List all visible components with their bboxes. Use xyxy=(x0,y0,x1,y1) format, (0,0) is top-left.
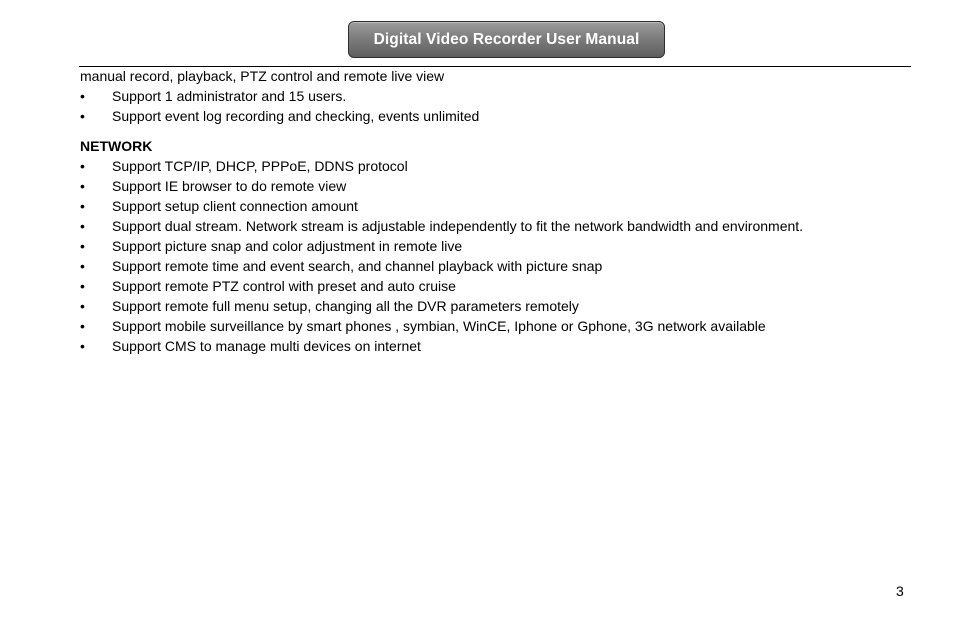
bullet-icon: • xyxy=(80,318,85,334)
list-item xyxy=(80,216,910,236)
bullet-icon: • xyxy=(80,218,85,234)
list-item-text: Support dual stream. Network stream is adjustable independently to fit the network bandwidth and environment. xyxy=(112,218,804,234)
list-item xyxy=(80,316,910,336)
bullet-icon: • xyxy=(80,88,85,104)
list-item-text: Support remote full menu setup, changing all the DVR parameters remotely xyxy=(112,298,579,314)
list-item-text: Support mobile surveillance by smart phones , symbian, WinCE, Iphone or Gphone, 3G network available xyxy=(112,318,766,334)
list-item-text: Support remote PTZ control with preset and auto cruise xyxy=(112,278,456,294)
list-item-text: Support setup client connection amount xyxy=(112,198,358,214)
bullet-icon: • xyxy=(80,338,85,354)
list-item xyxy=(80,196,910,216)
list-item xyxy=(80,276,910,296)
list-item-text: Support 1 administrator and 15 users. xyxy=(112,88,347,104)
network-features-list xyxy=(80,156,910,356)
list-item xyxy=(80,236,910,256)
list-item-text: Support picture snap and color adjustment in remote live xyxy=(112,238,463,254)
list-item-text: Support IE browser to do remote view xyxy=(112,178,347,194)
list-item xyxy=(80,336,910,356)
page-number: 3 xyxy=(896,583,904,599)
list-item xyxy=(80,156,910,176)
bullet-icon: • xyxy=(80,258,85,274)
list-item xyxy=(80,256,910,276)
bullet-icon: • xyxy=(80,198,85,214)
list-item xyxy=(80,86,910,106)
list-item-text: Support TCP/IP, DHCP, PPPoE, DDNS protocol xyxy=(112,158,408,174)
manual-title: Digital Video Recorder User Manual xyxy=(373,30,640,48)
manual-title-badge xyxy=(348,21,665,58)
bullet-icon: • xyxy=(80,178,85,194)
bullet-icon: • xyxy=(80,238,85,254)
continuation-text: manual record, playback, PTZ control and remote live view xyxy=(80,68,445,84)
list-item-text: Support event log recording and checking, events unlimited xyxy=(112,108,480,124)
list-item xyxy=(80,296,910,316)
page-content xyxy=(80,66,910,356)
list-item-text: Support remote time and event search, and channel playback with picture snap xyxy=(112,258,603,274)
list-item-text: Support CMS to manage multi devices on internet xyxy=(112,338,421,354)
bullet-icon: • xyxy=(80,108,85,124)
bullet-icon: • xyxy=(80,278,85,294)
user-features-list xyxy=(80,86,910,126)
bullet-icon: • xyxy=(80,298,85,314)
list-item xyxy=(80,176,910,196)
bullet-icon: • xyxy=(80,158,85,174)
section-heading-network: NETWORK xyxy=(80,138,153,154)
list-item xyxy=(80,106,910,126)
